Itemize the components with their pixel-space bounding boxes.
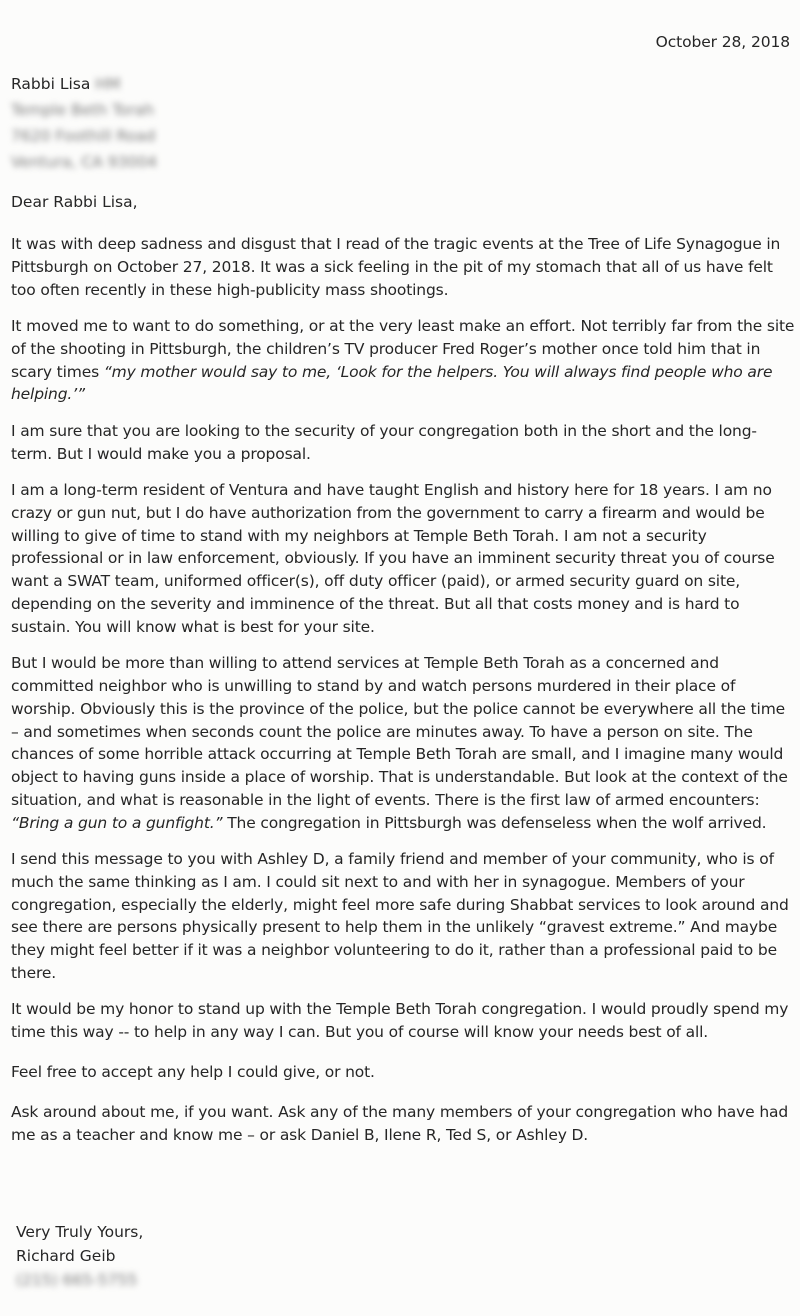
paragraph-2 (11, 315, 797, 406)
letter-body (11, 233, 797, 1160)
paragraph-5-text: But I would be more than willing to attend services at Temple Beth Torah as a concerned and committed neighbor who is unwilling to stand by and watch persons murdered in their place of worship. Obviously this is the province of the police, but the police cannot be everywhere all the time – and sometimes when seconds count the police are minutes away. To have a person on site. The chances of some horrible attack occurring at Temple Beth Torah are small, and I imagine many would object to having guns inside a place of worship. That is understandable. But look at the context of the situation, and what is reasonable in the light of events. There is the first law of armed encounters: (11, 654, 788, 809)
paragraph-7: It would be my honor to stand up with the Temple Beth Torah congregation. I would proudly spend my time this way -- to help in any way I can. But you of course will know your needs best of all. (11, 1000, 789, 1042)
recipient-address-line-1: Temple Beth Torah (11, 101, 155, 119)
signature-name: Richard Geib (16, 1247, 116, 1265)
recipient-name-line (11, 71, 157, 97)
paragraph-2-text: It moved me to want to do something, or at the very least make an effort. Not terribly far from the site of the shooting in Pittsburgh, the children’s TV producer Fred Roger’s mother once told him that in scary times (11, 316, 795, 381)
recipient-address-block (11, 71, 157, 175)
phone-redacted: (215) 665-5755 (16, 1271, 138, 1289)
fred-rogers-quote: “my mother would say to me, ‘Look for the helpers. You will always find people who are helping.’” (11, 362, 773, 404)
closing-block (16, 1220, 143, 1292)
letter-date: October 28, 2018 (655, 33, 790, 51)
paragraph-4: I am a long-term resident of Ventura and have taught English and history here for 18 years. I am no crazy or gun nut, but I do have authorization from the government to carry a firearm and would be willing to give of time to stand with my neighbors at Temple Beth Torah. I am not a security professional or in law enforcement, obviously. If you have an imminent security threat you of course want a SWAT team, uniformed officer(s), off duty officer (paid), or armed security guard on site, depending on the severity and imminence of the threat. But all that costs money and is hard to sustain. You will know what is best for your site. (11, 480, 775, 636)
armed-encounters-quote: “Bring a gun to a gunfight.” (11, 813, 223, 832)
recipient-surname-redacted: HM (95, 75, 121, 93)
paragraph-1: It was with deep sadness and disgust that I read of the tragic events at the Tree of Life Synagogue in Pittsburgh on October 27, 2018. It was a sick feeling in the pit of my stomach that all of us have felt too often recently in these high-publicity mass shootings. (11, 235, 781, 299)
recipient-address-line-2: 7620 Foothill Road (11, 127, 156, 145)
paragraph-5 (11, 652, 797, 834)
paragraph-3: I am sure that you are looking to the security of your congregation both in the short and the long-term. But I would make you a proposal. (11, 421, 757, 463)
closing-phrase: Very Truly Yours, (16, 1223, 144, 1241)
recipient-name: Rabbi Lisa (11, 75, 91, 93)
paragraph-5-ending: The congregation in Pittsburgh was defenseless when the wolf arrived. (222, 813, 767, 832)
paragraph-8: Feel free to accept any help I could give, or not. (11, 1063, 375, 1082)
paragraph-6: I send this message to you with Ashley D, a family friend and member of your community, who is of much the same thinking as I am. I could sit next to and with her in synagogue. Members of your congregation, especially the elderly, might feel more safe during Shabbat services to look around and see there are persons physically present to help them in the unlikely “gravest extreme.” And maybe they might feel better if it was a neighbor volunteering to do it, rather than a professional paid to be there. (11, 850, 789, 983)
paragraph-9: Ask around about me, if you want. Ask any of the many members of your congregation who have had me as a teacher and know me – or ask Daniel B, Ilene R, Ted S, or Ashley D. (11, 1102, 789, 1144)
recipient-address-line-3: Ventura, CA 93004 (11, 153, 158, 171)
salutation: Dear Rabbi Lisa, (11, 193, 138, 211)
